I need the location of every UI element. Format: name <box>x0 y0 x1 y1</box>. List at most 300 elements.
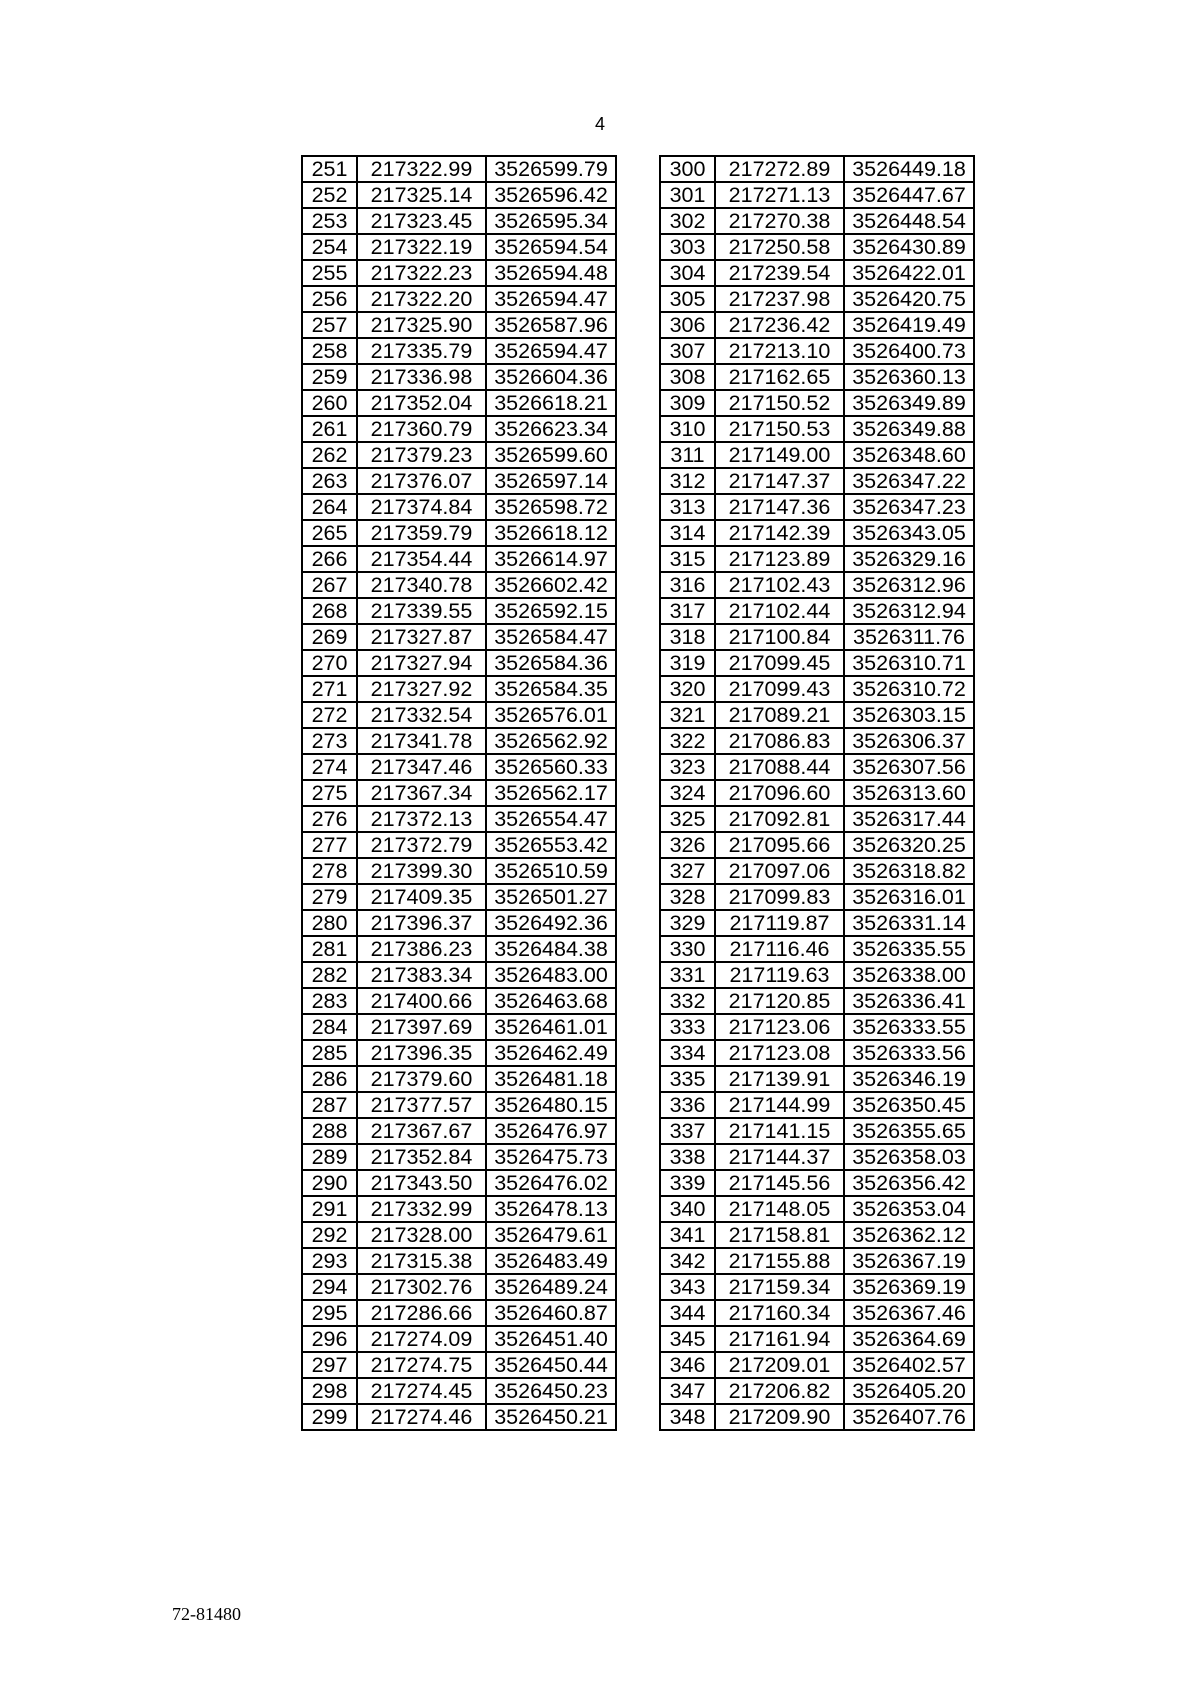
x-coordinate-cell: 217354.44 <box>357 546 486 572</box>
point-number-cell: 334 <box>660 1040 715 1066</box>
x-coordinate-cell: 217347.46 <box>357 754 486 780</box>
table-row <box>302 442 616 468</box>
table-row <box>660 286 974 312</box>
x-coordinate-cell: 217274.45 <box>357 1378 486 1404</box>
table-row <box>302 650 616 676</box>
table-row <box>660 260 974 286</box>
y-coordinate-cell: 3526484.38 <box>486 936 616 962</box>
point-number-cell: 272 <box>302 702 357 728</box>
table-row <box>302 520 616 546</box>
y-coordinate-cell: 3526419.49 <box>844 312 974 338</box>
x-coordinate-cell: 217209.01 <box>715 1352 844 1378</box>
table-row <box>660 1274 974 1300</box>
point-number-cell: 276 <box>302 806 357 832</box>
y-coordinate-cell: 3526303.15 <box>844 702 974 728</box>
table-row <box>660 208 974 234</box>
x-coordinate-cell: 217322.99 <box>357 156 486 182</box>
y-coordinate-cell: 3526343.05 <box>844 520 974 546</box>
x-coordinate-cell: 217322.23 <box>357 260 486 286</box>
table-row <box>660 702 974 728</box>
table-row <box>660 1352 974 1378</box>
point-number-cell: 316 <box>660 572 715 598</box>
y-coordinate-cell: 3526618.21 <box>486 390 616 416</box>
table-row <box>660 1144 974 1170</box>
table-row <box>302 260 616 286</box>
table-row <box>302 1118 616 1144</box>
x-coordinate-cell: 217322.20 <box>357 286 486 312</box>
table-row <box>660 676 974 702</box>
table-row <box>660 468 974 494</box>
x-coordinate-cell: 217148.05 <box>715 1196 844 1222</box>
y-coordinate-cell: 3526347.23 <box>844 494 974 520</box>
point-number-cell: 293 <box>302 1248 357 1274</box>
x-coordinate-cell: 217270.38 <box>715 208 844 234</box>
y-coordinate-cell: 3526483.49 <box>486 1248 616 1274</box>
y-coordinate-cell: 3526333.55 <box>844 1014 974 1040</box>
y-coordinate-cell: 3526476.02 <box>486 1170 616 1196</box>
point-number-cell: 282 <box>302 962 357 988</box>
x-coordinate-cell: 217206.82 <box>715 1378 844 1404</box>
y-coordinate-cell: 3526364.69 <box>844 1326 974 1352</box>
point-number-cell: 284 <box>302 1014 357 1040</box>
table-row <box>660 546 974 572</box>
y-coordinate-cell: 3526594.48 <box>486 260 616 286</box>
table-row <box>660 858 974 884</box>
point-number-cell: 289 <box>302 1144 357 1170</box>
y-coordinate-cell: 3526560.33 <box>486 754 616 780</box>
x-coordinate-cell: 217123.89 <box>715 546 844 572</box>
x-coordinate-cell: 217397.69 <box>357 1014 486 1040</box>
x-coordinate-cell: 217367.67 <box>357 1118 486 1144</box>
point-number-cell: 345 <box>660 1326 715 1352</box>
x-coordinate-cell: 217250.58 <box>715 234 844 260</box>
x-coordinate-cell: 217396.37 <box>357 910 486 936</box>
point-number-cell: 342 <box>660 1248 715 1274</box>
table-row <box>302 468 616 494</box>
point-number-cell: 273 <box>302 728 357 754</box>
point-number-cell: 311 <box>660 442 715 468</box>
table-row <box>660 806 974 832</box>
table-row <box>302 1014 616 1040</box>
table-row <box>660 962 974 988</box>
x-coordinate-cell: 217377.57 <box>357 1092 486 1118</box>
y-coordinate-cell: 3526331.14 <box>844 910 974 936</box>
x-coordinate-cell: 217372.79 <box>357 832 486 858</box>
y-coordinate-cell: 3526338.00 <box>844 962 974 988</box>
y-coordinate-cell: 3526480.15 <box>486 1092 616 1118</box>
y-coordinate-cell: 3526369.19 <box>844 1274 974 1300</box>
table-row <box>302 1404 616 1430</box>
table-row <box>302 364 616 390</box>
point-number-cell: 333 <box>660 1014 715 1040</box>
y-coordinate-cell: 3526400.73 <box>844 338 974 364</box>
table-row <box>660 936 974 962</box>
y-coordinate-cell: 3526312.94 <box>844 598 974 624</box>
y-coordinate-cell: 3526353.04 <box>844 1196 974 1222</box>
table-row <box>660 1378 974 1404</box>
x-coordinate-cell: 217159.34 <box>715 1274 844 1300</box>
point-number-cell: 271 <box>302 676 357 702</box>
y-coordinate-cell: 3526420.75 <box>844 286 974 312</box>
x-coordinate-cell: 217271.13 <box>715 182 844 208</box>
point-number-cell: 321 <box>660 702 715 728</box>
x-coordinate-cell: 217325.90 <box>357 312 486 338</box>
y-coordinate-cell: 3526367.46 <box>844 1300 974 1326</box>
table-row <box>660 1092 974 1118</box>
table-row <box>660 624 974 650</box>
x-coordinate-cell: 217123.08 <box>715 1040 844 1066</box>
point-number-cell: 280 <box>302 910 357 936</box>
table-row <box>660 728 974 754</box>
table-row <box>660 338 974 364</box>
y-coordinate-cell: 3526584.47 <box>486 624 616 650</box>
table-row <box>302 780 616 806</box>
y-coordinate-cell: 3526489.24 <box>486 1274 616 1300</box>
table-row <box>302 624 616 650</box>
point-number-cell: 318 <box>660 624 715 650</box>
table-row <box>302 1222 616 1248</box>
point-number-cell: 283 <box>302 988 357 1014</box>
x-coordinate-cell: 217332.54 <box>357 702 486 728</box>
x-coordinate-cell: 217209.90 <box>715 1404 844 1430</box>
point-number-cell: 275 <box>302 780 357 806</box>
x-coordinate-cell: 217088.44 <box>715 754 844 780</box>
point-number-cell: 312 <box>660 468 715 494</box>
table-row <box>302 832 616 858</box>
point-number-cell: 255 <box>302 260 357 286</box>
table-row <box>660 312 974 338</box>
y-coordinate-cell: 3526313.60 <box>844 780 974 806</box>
x-coordinate-cell: 217119.87 <box>715 910 844 936</box>
table-row <box>660 1118 974 1144</box>
point-number-cell: 315 <box>660 546 715 572</box>
x-coordinate-cell: 217323.45 <box>357 208 486 234</box>
table-row <box>302 728 616 754</box>
x-coordinate-cell: 217343.50 <box>357 1170 486 1196</box>
table-row <box>302 702 616 728</box>
x-coordinate-cell: 217339.55 <box>357 598 486 624</box>
x-coordinate-cell: 217336.98 <box>357 364 486 390</box>
point-number-cell: 261 <box>302 416 357 442</box>
x-coordinate-cell: 217161.94 <box>715 1326 844 1352</box>
table-row <box>660 598 974 624</box>
table-row <box>302 208 616 234</box>
table-row <box>302 858 616 884</box>
table-row <box>660 156 974 182</box>
point-number-cell: 322 <box>660 728 715 754</box>
point-number-cell: 329 <box>660 910 715 936</box>
point-number-cell: 341 <box>660 1222 715 1248</box>
point-number-cell: 254 <box>302 234 357 260</box>
y-coordinate-cell: 3526350.45 <box>844 1092 974 1118</box>
point-number-cell: 267 <box>302 572 357 598</box>
x-coordinate-cell: 217141.15 <box>715 1118 844 1144</box>
y-coordinate-cell: 3526367.19 <box>844 1248 974 1274</box>
y-coordinate-cell: 3526306.37 <box>844 728 974 754</box>
y-coordinate-cell: 3526483.00 <box>486 962 616 988</box>
y-coordinate-cell: 3526407.76 <box>844 1404 974 1430</box>
x-coordinate-cell: 217237.98 <box>715 286 844 312</box>
point-number-cell: 278 <box>302 858 357 884</box>
point-number-cell: 265 <box>302 520 357 546</box>
x-coordinate-cell: 217272.89 <box>715 156 844 182</box>
point-number-cell: 270 <box>302 650 357 676</box>
y-coordinate-cell: 3526356.42 <box>844 1170 974 1196</box>
x-coordinate-cell: 217162.65 <box>715 364 844 390</box>
table-row <box>660 442 974 468</box>
x-coordinate-cell: 217335.79 <box>357 338 486 364</box>
point-number-cell: 263 <box>302 468 357 494</box>
table-row <box>660 182 974 208</box>
point-number-cell: 256 <box>302 286 357 312</box>
y-coordinate-cell: 3526623.34 <box>486 416 616 442</box>
x-coordinate-cell: 217089.21 <box>715 702 844 728</box>
x-coordinate-cell: 217158.81 <box>715 1222 844 1248</box>
y-coordinate-cell: 3526358.03 <box>844 1144 974 1170</box>
table-row <box>660 234 974 260</box>
table-row <box>302 910 616 936</box>
point-number-cell: 292 <box>302 1222 357 1248</box>
y-coordinate-cell: 3526449.18 <box>844 156 974 182</box>
x-coordinate-cell: 217239.54 <box>715 260 844 286</box>
y-coordinate-cell: 3526587.96 <box>486 312 616 338</box>
x-coordinate-cell: 217095.66 <box>715 832 844 858</box>
y-coordinate-cell: 3526349.88 <box>844 416 974 442</box>
table-row <box>302 338 616 364</box>
point-number-cell: 325 <box>660 806 715 832</box>
table-row <box>660 1326 974 1352</box>
point-number-cell: 347 <box>660 1378 715 1404</box>
table-row <box>660 780 974 806</box>
x-coordinate-cell: 217325.14 <box>357 182 486 208</box>
y-coordinate-cell: 3526481.18 <box>486 1066 616 1092</box>
y-coordinate-cell: 3526599.60 <box>486 442 616 468</box>
table-row <box>660 1222 974 1248</box>
table-row <box>660 390 974 416</box>
point-number-cell: 308 <box>660 364 715 390</box>
table-row <box>302 1352 616 1378</box>
table-row <box>302 312 616 338</box>
y-coordinate-cell: 3526461.01 <box>486 1014 616 1040</box>
x-coordinate-cell: 217099.43 <box>715 676 844 702</box>
table-row <box>302 1378 616 1404</box>
point-number-cell: 294 <box>302 1274 357 1300</box>
x-coordinate-cell: 217274.09 <box>357 1326 486 1352</box>
x-coordinate-cell: 217286.66 <box>357 1300 486 1326</box>
point-number-cell: 257 <box>302 312 357 338</box>
x-coordinate-cell: 217379.23 <box>357 442 486 468</box>
point-number-cell: 253 <box>302 208 357 234</box>
y-coordinate-cell: 3526447.67 <box>844 182 974 208</box>
y-coordinate-cell: 3526312.96 <box>844 572 974 598</box>
y-coordinate-cell: 3526347.22 <box>844 468 974 494</box>
point-number-cell: 304 <box>660 260 715 286</box>
table-row <box>660 910 974 936</box>
y-coordinate-cell: 3526402.57 <box>844 1352 974 1378</box>
table-row <box>302 806 616 832</box>
x-coordinate-cell: 217340.78 <box>357 572 486 598</box>
point-number-cell: 332 <box>660 988 715 1014</box>
table-row <box>660 494 974 520</box>
point-number-cell: 287 <box>302 1092 357 1118</box>
table-row <box>660 1404 974 1430</box>
y-coordinate-cell: 3526311.76 <box>844 624 974 650</box>
table-row <box>660 416 974 442</box>
point-number-cell: 319 <box>660 650 715 676</box>
y-coordinate-cell: 3526604.36 <box>486 364 616 390</box>
x-coordinate-cell: 217328.00 <box>357 1222 486 1248</box>
y-coordinate-cell: 3526492.36 <box>486 910 616 936</box>
table-row <box>302 598 616 624</box>
x-coordinate-cell: 217274.75 <box>357 1352 486 1378</box>
y-coordinate-cell: 3526599.79 <box>486 156 616 182</box>
point-number-cell: 296 <box>302 1326 357 1352</box>
point-number-cell: 259 <box>302 364 357 390</box>
point-number-cell: 310 <box>660 416 715 442</box>
y-coordinate-cell: 3526554.47 <box>486 806 616 832</box>
table-row <box>660 1300 974 1326</box>
y-coordinate-cell: 3526329.16 <box>844 546 974 572</box>
point-number-cell: 320 <box>660 676 715 702</box>
x-coordinate-cell: 217379.60 <box>357 1066 486 1092</box>
point-number-cell: 327 <box>660 858 715 884</box>
x-coordinate-cell: 217367.34 <box>357 780 486 806</box>
y-coordinate-cell: 3526317.44 <box>844 806 974 832</box>
point-number-cell: 252 <box>302 182 357 208</box>
y-coordinate-cell: 3526592.15 <box>486 598 616 624</box>
x-coordinate-cell: 217341.78 <box>357 728 486 754</box>
point-number-cell: 309 <box>660 390 715 416</box>
table-row <box>660 1196 974 1222</box>
point-number-cell: 331 <box>660 962 715 988</box>
y-coordinate-cell: 3526594.54 <box>486 234 616 260</box>
table-row <box>302 1326 616 1352</box>
y-coordinate-cell: 3526553.42 <box>486 832 616 858</box>
y-coordinate-cell: 3526360.13 <box>844 364 974 390</box>
point-number-cell: 314 <box>660 520 715 546</box>
x-coordinate-cell: 217315.38 <box>357 1248 486 1274</box>
x-coordinate-cell: 217092.81 <box>715 806 844 832</box>
table-row <box>302 988 616 1014</box>
y-coordinate-cell: 3526348.60 <box>844 442 974 468</box>
y-coordinate-cell: 3526576.01 <box>486 702 616 728</box>
y-coordinate-cell: 3526307.56 <box>844 754 974 780</box>
coordinates-table-right <box>659 155 975 1431</box>
x-coordinate-cell: 217399.30 <box>357 858 486 884</box>
point-number-cell: 307 <box>660 338 715 364</box>
point-number-cell: 295 <box>302 1300 357 1326</box>
point-number-cell: 346 <box>660 1352 715 1378</box>
table-row <box>660 1248 974 1274</box>
x-coordinate-cell: 217302.76 <box>357 1274 486 1300</box>
table-row <box>660 572 974 598</box>
table-row <box>302 572 616 598</box>
x-coordinate-cell: 217147.37 <box>715 468 844 494</box>
point-number-cell: 338 <box>660 1144 715 1170</box>
table-row <box>302 962 616 988</box>
x-coordinate-cell: 217352.04 <box>357 390 486 416</box>
y-coordinate-cell: 3526584.35 <box>486 676 616 702</box>
coordinates-table-left <box>301 155 617 1431</box>
point-number-cell: 299 <box>302 1404 357 1430</box>
y-coordinate-cell: 3526310.71 <box>844 650 974 676</box>
point-number-cell: 303 <box>660 234 715 260</box>
point-number-cell: 326 <box>660 832 715 858</box>
y-coordinate-cell: 3526460.87 <box>486 1300 616 1326</box>
table-row <box>660 1170 974 1196</box>
page-number: 4 <box>594 114 605 134</box>
y-coordinate-cell: 3526362.12 <box>844 1222 974 1248</box>
y-coordinate-cell: 3526614.97 <box>486 546 616 572</box>
y-coordinate-cell: 3526333.56 <box>844 1040 974 1066</box>
x-coordinate-cell: 217147.36 <box>715 494 844 520</box>
point-number-cell: 344 <box>660 1300 715 1326</box>
table-row <box>660 364 974 390</box>
point-number-cell: 262 <box>302 442 357 468</box>
x-coordinate-cell: 217150.53 <box>715 416 844 442</box>
x-coordinate-cell: 217096.60 <box>715 780 844 806</box>
table-row <box>660 1066 974 1092</box>
y-coordinate-cell: 3526618.12 <box>486 520 616 546</box>
point-number-cell: 268 <box>302 598 357 624</box>
table-row <box>660 1040 974 1066</box>
x-coordinate-cell: 217352.84 <box>357 1144 486 1170</box>
y-coordinate-cell: 3526475.73 <box>486 1144 616 1170</box>
x-coordinate-cell: 217376.07 <box>357 468 486 494</box>
x-coordinate-cell: 217409.35 <box>357 884 486 910</box>
y-coordinate-cell: 3526335.55 <box>844 936 974 962</box>
x-coordinate-cell: 217145.56 <box>715 1170 844 1196</box>
table-row <box>302 884 616 910</box>
table-row <box>302 546 616 572</box>
point-number-cell: 269 <box>302 624 357 650</box>
x-coordinate-cell: 217144.37 <box>715 1144 844 1170</box>
table-row <box>302 754 616 780</box>
x-coordinate-cell: 217116.46 <box>715 936 844 962</box>
table-row <box>302 676 616 702</box>
y-coordinate-cell: 3526562.92 <box>486 728 616 754</box>
table-row <box>302 1248 616 1274</box>
point-number-cell: 264 <box>302 494 357 520</box>
y-coordinate-cell: 3526349.89 <box>844 390 974 416</box>
point-number-cell: 260 <box>302 390 357 416</box>
x-coordinate-cell: 217102.44 <box>715 598 844 624</box>
x-coordinate-cell: 217120.85 <box>715 988 844 1014</box>
point-number-cell: 286 <box>302 1066 357 1092</box>
x-coordinate-cell: 217374.84 <box>357 494 486 520</box>
point-number-cell: 305 <box>660 286 715 312</box>
table-row <box>660 520 974 546</box>
x-coordinate-cell: 217119.63 <box>715 962 844 988</box>
point-number-cell: 300 <box>660 156 715 182</box>
table-row <box>660 832 974 858</box>
x-coordinate-cell: 217213.10 <box>715 338 844 364</box>
y-coordinate-cell: 3526451.40 <box>486 1326 616 1352</box>
y-coordinate-cell: 3526476.97 <box>486 1118 616 1144</box>
table-row <box>302 182 616 208</box>
x-coordinate-cell: 217360.79 <box>357 416 486 442</box>
point-number-cell: 343 <box>660 1274 715 1300</box>
y-coordinate-cell: 3526596.42 <box>486 182 616 208</box>
point-number-cell: 301 <box>660 182 715 208</box>
x-coordinate-cell: 217150.52 <box>715 390 844 416</box>
y-coordinate-cell: 3526430.89 <box>844 234 974 260</box>
point-number-cell: 337 <box>660 1118 715 1144</box>
point-number-cell: 328 <box>660 884 715 910</box>
y-coordinate-cell: 3526479.61 <box>486 1222 616 1248</box>
table-row <box>302 390 616 416</box>
table-row <box>302 1170 616 1196</box>
